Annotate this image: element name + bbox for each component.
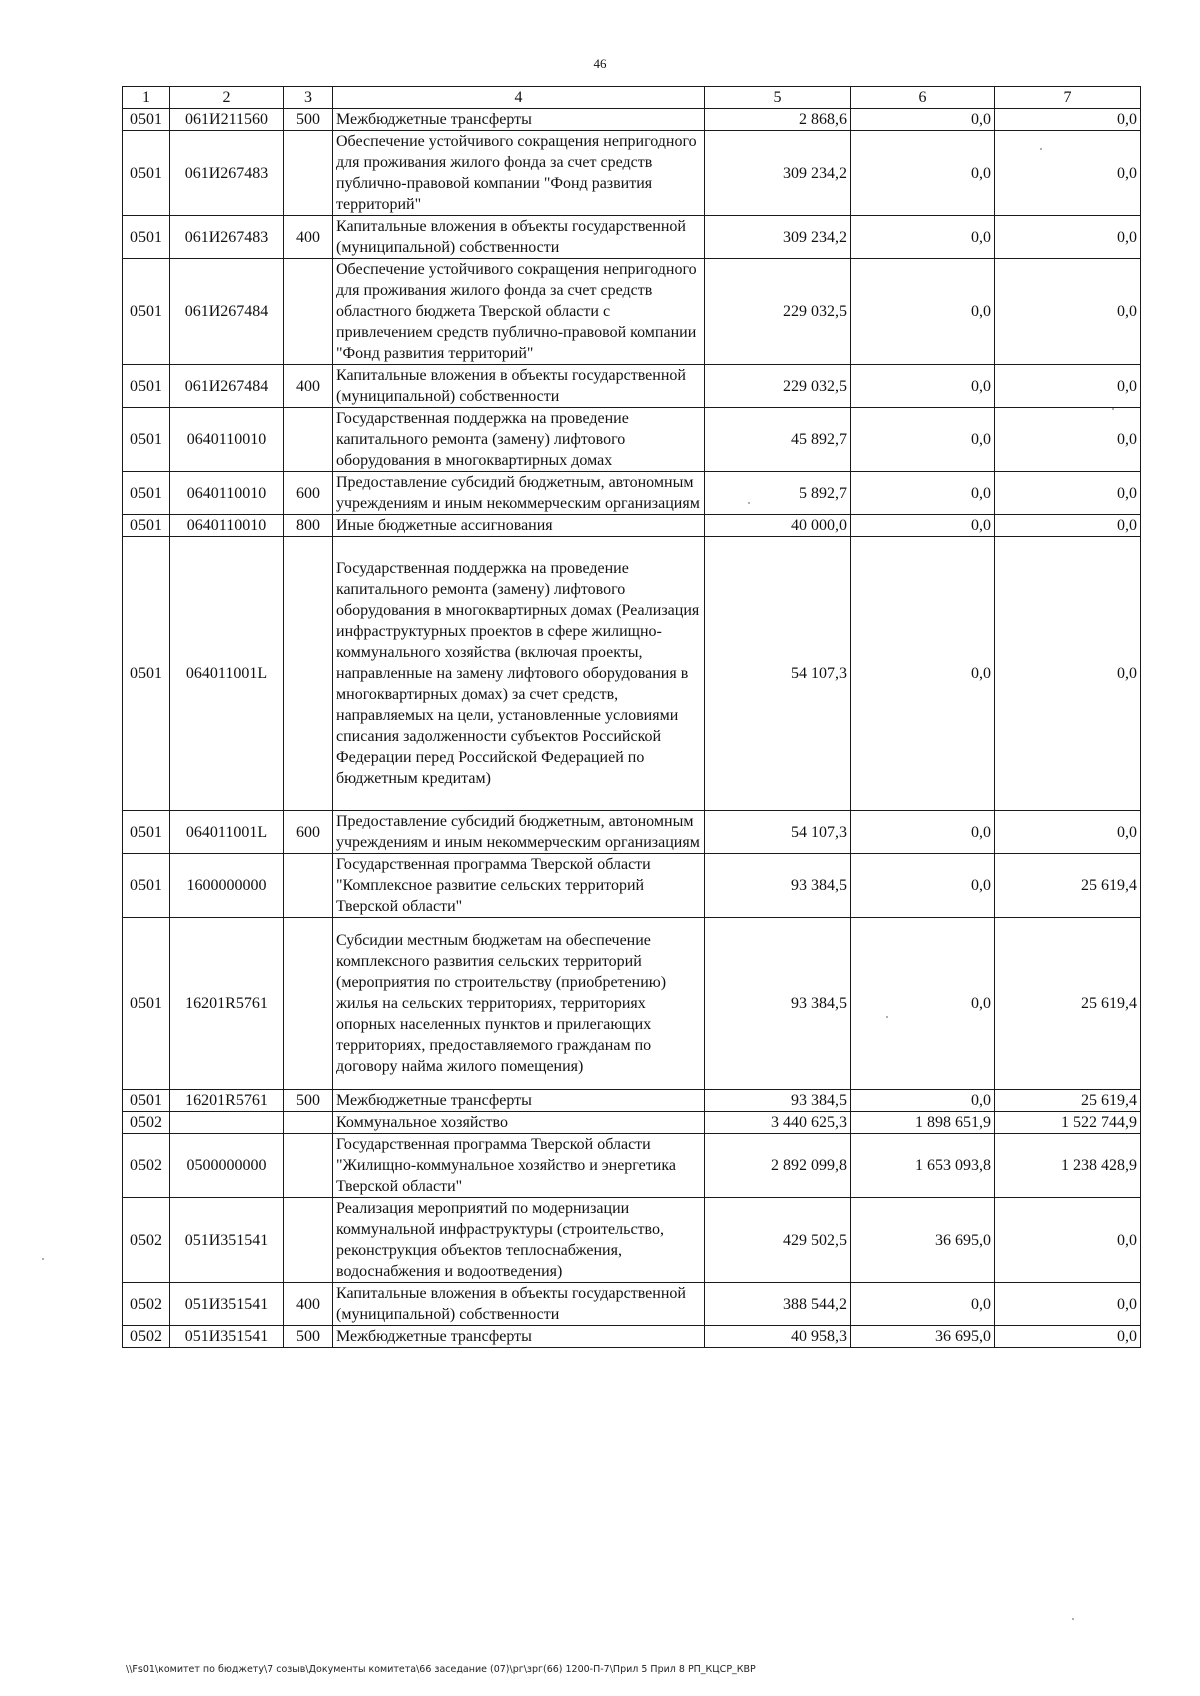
amount-col5: 93 384,5 xyxy=(705,854,851,918)
section-code: 0502 xyxy=(123,1134,170,1198)
expense-type-code: 400 xyxy=(284,365,333,408)
item-name: Предоставление субсидий бюджетным, автономным учреждениям и иным некоммерческим организациям xyxy=(333,811,705,854)
amount-col5: 429 502,5 xyxy=(705,1198,851,1283)
amount-col5: 3 440 625,3 xyxy=(705,1112,851,1134)
target-article-code: 061И267484 xyxy=(170,259,284,365)
expense-type-code: 500 xyxy=(284,1326,333,1348)
section-code: 0501 xyxy=(123,131,170,216)
amount-col5: 54 107,3 xyxy=(705,537,851,811)
amount-col5: 93 384,5 xyxy=(705,918,851,1090)
amount-col6: 36 695,0 xyxy=(851,1198,995,1283)
section-code: 0502 xyxy=(123,1198,170,1283)
scan-speck xyxy=(1112,408,1114,410)
amount-col7: 25 619,4 xyxy=(995,918,1141,1090)
amount-col6: 0,0 xyxy=(851,216,995,259)
amount-col7: 0,0 xyxy=(995,1283,1141,1326)
table-row xyxy=(123,216,1141,259)
item-name: Капитальные вложения в объекты государственной (муниципальной) собственности xyxy=(333,365,705,408)
amount-col6: 0,0 xyxy=(851,918,995,1090)
expense-type-code xyxy=(284,1112,333,1134)
amount-col6: 0,0 xyxy=(851,811,995,854)
item-name: Обеспечение устойчивого сокращения непригодного для проживания жилого фонда за счет средств областного бюджета Тверской области с привлечением средств публично-правовой компании "Фонд развития территорий" xyxy=(333,259,705,365)
amount-col7: 0,0 xyxy=(995,472,1141,515)
table-row xyxy=(123,1198,1141,1283)
table-row xyxy=(123,1134,1141,1198)
expense-type-code xyxy=(284,854,333,918)
amount-col5: 2 892 099,8 xyxy=(705,1134,851,1198)
scan-speck xyxy=(1040,148,1042,150)
amount-col5: 388 544,2 xyxy=(705,1283,851,1326)
section-code: 0501 xyxy=(123,515,170,537)
amount-col5: 54 107,3 xyxy=(705,811,851,854)
expense-type-code xyxy=(284,918,333,1090)
section-code: 0501 xyxy=(123,216,170,259)
amount-col5: 40 000,0 xyxy=(705,515,851,537)
item-name: Межбюджетные трансферты xyxy=(333,1090,705,1112)
expense-type-code: 800 xyxy=(284,515,333,537)
amount-col6: 0,0 xyxy=(851,537,995,811)
expense-type-code: 500 xyxy=(284,109,333,131)
column-header: 3 xyxy=(284,87,333,109)
item-name: Иные бюджетные ассигнования xyxy=(333,515,705,537)
target-article-code: 051И351541 xyxy=(170,1326,284,1348)
item-name: Субсидии местным бюджетам на обеспечение комплексного развития сельских территорий (мероприятия по строительству (приобретению) жилья на сельских территориях, территориях опорных населенных пунктов и прилегающих территориях, предоставляемого гражданам по договору найма жилого помещения) xyxy=(333,918,705,1090)
table-row xyxy=(123,811,1141,854)
table-row xyxy=(123,472,1141,515)
section-code: 0501 xyxy=(123,109,170,131)
expense-type-code: 600 xyxy=(284,472,333,515)
expense-type-code xyxy=(284,1134,333,1198)
amount-col7: 1 238 428,9 xyxy=(995,1134,1141,1198)
budget-table xyxy=(122,86,1141,1348)
column-header: 2 xyxy=(170,87,284,109)
table-header-row xyxy=(123,87,1141,109)
item-name: Государственная программа Тверской области "Комплексное развитие сельских территорий Тверской области" xyxy=(333,854,705,918)
amount-col5: 45 892,7 xyxy=(705,408,851,472)
expense-type-code: 400 xyxy=(284,216,333,259)
scan-speck xyxy=(886,1016,888,1018)
column-header: 4 xyxy=(333,87,705,109)
item-name: Обеспечение устойчивого сокращения непригодного для проживания жилого фонда за счет средств публично-правовой компании "Фонд развития территорий" xyxy=(333,131,705,216)
expense-type-code: 400 xyxy=(284,1283,333,1326)
table-row xyxy=(123,537,1141,811)
amount-col6: 0,0 xyxy=(851,1283,995,1326)
section-code: 0501 xyxy=(123,472,170,515)
target-article-code: 064011001L xyxy=(170,811,284,854)
item-name: Капитальные вложения в объекты государственной (муниципальной) собственности xyxy=(333,216,705,259)
amount-col7: 0,0 xyxy=(995,216,1141,259)
item-name: Капитальные вложения в объекты государственной (муниципальной) собственности xyxy=(333,1283,705,1326)
scan-speck xyxy=(42,1258,44,1260)
item-name: Государственная программа Тверской области "Жилищно-коммунальное хозяйство и энергетика Тверской области" xyxy=(333,1134,705,1198)
section-code: 0501 xyxy=(123,259,170,365)
target-article-code: 061И267484 xyxy=(170,365,284,408)
amount-col5: 229 032,5 xyxy=(705,259,851,365)
amount-col6: 0,0 xyxy=(851,1090,995,1112)
footer-file-path: \\Fs01\комитет по бюджету\7 созыв\Документы комитета\66 заседание (07)\рг\зрг(66) 1200-П-7\Прил 5 Прил 8 РП_КЦСР_КВР xyxy=(126,1664,756,1675)
section-code: 0502 xyxy=(123,1326,170,1348)
amount-col7: 0,0 xyxy=(995,408,1141,472)
target-article-code: 16201R5761 xyxy=(170,918,284,1090)
amount-col6: 1 898 651,9 xyxy=(851,1112,995,1134)
column-header: 6 xyxy=(851,87,995,109)
target-article-code: 0500000000 xyxy=(170,1134,284,1198)
section-code: 0501 xyxy=(123,408,170,472)
scan-speck xyxy=(748,502,750,504)
target-article-code: 051И351541 xyxy=(170,1283,284,1326)
amount-col7: 0,0 xyxy=(995,131,1141,216)
item-name: Межбюджетные трансферты xyxy=(333,1326,705,1348)
target-article-code: 0640110010 xyxy=(170,472,284,515)
amount-col6: 0,0 xyxy=(851,515,995,537)
target-article-code: 0640110010 xyxy=(170,515,284,537)
amount-col6: 0,0 xyxy=(851,259,995,365)
column-header: 5 xyxy=(705,87,851,109)
amount-col5: 229 032,5 xyxy=(705,365,851,408)
target-article-code: 061И211560 xyxy=(170,109,284,131)
section-code: 0501 xyxy=(123,918,170,1090)
amount-col7: 0,0 xyxy=(995,259,1141,365)
amount-col6: 0,0 xyxy=(851,365,995,408)
amount-col6: 0,0 xyxy=(851,854,995,918)
table-row xyxy=(123,918,1141,1090)
amount-col7: 0,0 xyxy=(995,537,1141,811)
section-code: 0501 xyxy=(123,854,170,918)
amount-col6: 0,0 xyxy=(851,109,995,131)
expense-type-code: 600 xyxy=(284,811,333,854)
amount-col5: 5 892,7 xyxy=(705,472,851,515)
target-article-code xyxy=(170,1112,284,1134)
expense-type-code xyxy=(284,408,333,472)
target-article-code: 051И351541 xyxy=(170,1198,284,1283)
target-article-code: 1600000000 xyxy=(170,854,284,918)
amount-col6: 1 653 093,8 xyxy=(851,1134,995,1198)
section-code: 0502 xyxy=(123,1283,170,1326)
amount-col7: 0,0 xyxy=(995,365,1141,408)
column-header: 7 xyxy=(995,87,1141,109)
scan-speck xyxy=(1072,1618,1074,1620)
amount-col5: 309 234,2 xyxy=(705,216,851,259)
amount-col7: 0,0 xyxy=(995,109,1141,131)
amount-col5: 2 868,6 xyxy=(705,109,851,131)
table-row xyxy=(123,1283,1141,1326)
amount-col6: 0,0 xyxy=(851,472,995,515)
table-row xyxy=(123,854,1141,918)
target-article-code: 064011001L xyxy=(170,537,284,811)
page-number: 46 xyxy=(593,56,607,71)
item-name: Межбюджетные трансферты xyxy=(333,109,705,131)
section-code: 0502 xyxy=(123,1112,170,1134)
section-code: 0501 xyxy=(123,537,170,811)
table-row xyxy=(123,109,1141,131)
amount-col6: 0,0 xyxy=(851,131,995,216)
table-row xyxy=(123,515,1141,537)
amount-col7: 0,0 xyxy=(995,811,1141,854)
table-row xyxy=(123,131,1141,216)
amount-col7: 25 619,4 xyxy=(995,1090,1141,1112)
amount-col7: 25 619,4 xyxy=(995,854,1141,918)
table-row xyxy=(123,1112,1141,1134)
amount-col5: 93 384,5 xyxy=(705,1090,851,1112)
amount-col5: 40 958,3 xyxy=(705,1326,851,1348)
table-row xyxy=(123,259,1141,365)
target-article-code: 0640110010 xyxy=(170,408,284,472)
item-name: Государственная поддержка на проведение капитального ремонта (замену) лифтового оборудования в многоквартирных домах (Реализация инфраструктурных проектов в сфере жилищно-коммунального хозяйства (включая проекты, направленные на замену лифтового оборудования в многоквартирных домах) за счет средств, направляемых на цели, установленные условиями списания задолженности субъектов Российской Федерации перед Российской Федерацией по бюджетным кредитам) xyxy=(333,537,705,811)
amount-col7: 1 522 744,9 xyxy=(995,1112,1141,1134)
item-name: Государственная поддержка на проведение капитального ремонта (замену) лифтового оборудования в многоквартирных домах xyxy=(333,408,705,472)
table-row xyxy=(123,408,1141,472)
expense-type-code xyxy=(284,131,333,216)
amount-col6: 0,0 xyxy=(851,408,995,472)
amount-col7: 0,0 xyxy=(995,1326,1141,1348)
table-row xyxy=(123,1090,1141,1112)
expense-type-code: 500 xyxy=(284,1090,333,1112)
target-article-code: 061И267483 xyxy=(170,216,284,259)
section-code: 0501 xyxy=(123,1090,170,1112)
target-article-code: 16201R5761 xyxy=(170,1090,284,1112)
section-code: 0501 xyxy=(123,811,170,854)
table-row xyxy=(123,365,1141,408)
amount-col5: 309 234,2 xyxy=(705,131,851,216)
table-row xyxy=(123,1326,1141,1348)
item-name: Реализация мероприятий по модернизации коммунальной инфраструктуры (строительство, реконструкция объектов теплоснабжения, водоснабжения и водоотведения) xyxy=(333,1198,705,1283)
amount-col6: 36 695,0 xyxy=(851,1326,995,1348)
item-name: Предоставление субсидий бюджетным, автономным учреждениям и иным некоммерческим организациям xyxy=(333,472,705,515)
amount-col7: 0,0 xyxy=(995,1198,1141,1283)
column-header: 1 xyxy=(123,87,170,109)
section-code: 0501 xyxy=(123,365,170,408)
expense-type-code xyxy=(284,259,333,365)
expense-type-code xyxy=(284,1198,333,1283)
amount-col7: 0,0 xyxy=(995,515,1141,537)
item-name: Коммунальное хозяйство xyxy=(333,1112,705,1134)
target-article-code: 061И267483 xyxy=(170,131,284,216)
expense-type-code xyxy=(284,537,333,811)
